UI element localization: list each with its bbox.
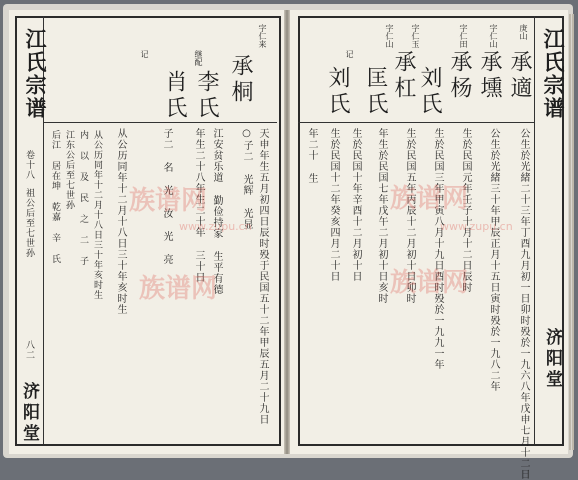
right-bio-col-9: 年二十 生	[306, 128, 317, 184]
left-col-a: 后江 居在坤 乾嘉 辛 氏	[50, 130, 60, 264]
right-bio-col-2: 公生於光緒三十年甲辰正月十五日寅时殁於一九八二年	[488, 128, 499, 392]
left-margin-volume: 卷十八	[24, 150, 34, 180]
right-name-6: 匡氏	[363, 66, 388, 118]
left-name-chengtong: 承桐	[228, 54, 253, 106]
right-small-3: 字仁田	[459, 24, 468, 48]
right-bio-col-6: 年生於民国七年戊午二月初十日亥时	[376, 128, 387, 304]
right-bio-col-3: 生於民国元年壬子十月十二日辰时	[460, 128, 471, 293]
left-col-d: 从公历同年十二月十八日三十年亥时生	[92, 130, 102, 300]
right-bio-col-7: 生於民国十年辛酉十二月初十日	[350, 128, 361, 282]
page-edge-1	[569, 14, 571, 450]
left-bio-col-5: 子二 名 光 汝 光 亮	[161, 128, 172, 265]
right-small-2: 字仁山	[489, 24, 498, 48]
right-name-5: 刘氏	[417, 66, 442, 118]
right-name-4: 承杠	[391, 50, 416, 102]
right-page	[290, 10, 568, 480]
right-small-4: 字仁玉	[411, 24, 420, 48]
left-col-c: 内 以 及 民 之 二 子	[78, 130, 88, 266]
left-margin-title: 江氏宗谱	[23, 28, 48, 120]
watermark-left-url: www.zupu.cn	[179, 220, 252, 233]
right-margin-title: 江氏宗谱	[541, 28, 566, 120]
left-label-jipei: 继配	[194, 50, 203, 66]
right-name-7: 刘氏	[325, 66, 350, 118]
left-bio-col-1: 天申年生五月初四日辰时殁于民国五十二年甲辰五月二十九日	[257, 128, 268, 425]
right-label-ji: 记	[345, 50, 354, 58]
right-bio-col-8: 生於民国十二年癸亥四月二十日	[328, 128, 339, 282]
watermark-right-2: 族谱网	[390, 268, 469, 298]
left-margin-note: 祖公后至七世孙	[24, 188, 34, 258]
right-bio-col-4: 生於民国三年甲寅八月十九日酉时殁於一九九一年	[432, 128, 443, 370]
right-name-1: 承適	[507, 50, 532, 102]
right-bio-col-1: 公生於光緒二十三年丁酉九月初一日卯时殁於一九六八年戊申七月十二日	[518, 128, 529, 480]
left-margin-hall: 济阳堂	[19, 382, 39, 445]
book	[3, 4, 573, 480]
left-page	[9, 10, 284, 454]
right-name-2: 承壎	[477, 50, 502, 102]
watermark-left-1: 族谱网	[129, 186, 208, 216]
left-hline-1	[43, 122, 277, 123]
watermark-right-1: 族谱网	[390, 184, 469, 214]
left-name-xiao: 肖氏	[162, 70, 187, 122]
left-margin-page: 八二	[24, 340, 34, 360]
right-margin-hall: 济阳堂	[542, 328, 562, 391]
left-bio-col-4: 年生二十八年生二十年 三十日	[193, 128, 204, 283]
left-col-b: 江东公后至七世孙	[64, 130, 74, 210]
page-edge-2	[572, 14, 574, 450]
left-name-li: 李氏	[194, 70, 219, 122]
left-name-small: 字仁来	[258, 24, 267, 48]
right-name-3: 承杨	[447, 50, 472, 102]
right-small-1: 庚山	[519, 24, 528, 40]
watermark-right-url: www.zupu.cn	[440, 220, 513, 233]
right-hline-1	[298, 122, 534, 123]
right-bio-col-5: 生於民国五年丙辰十二月初十日卯时	[404, 128, 415, 304]
right-small-5: 字仁山	[385, 24, 394, 48]
left-bio-col-2: ○子二 光辉 光显	[241, 128, 252, 230]
left-label-ji: 记	[140, 50, 149, 58]
watermark-left-2: 族谱网	[139, 274, 218, 304]
left-bio-col-6: 从公历同年十二月十八日三十年亥时生	[115, 128, 126, 315]
left-bio-col-3: 江安贫乐道 勤俭持家 生平有德	[211, 128, 222, 295]
